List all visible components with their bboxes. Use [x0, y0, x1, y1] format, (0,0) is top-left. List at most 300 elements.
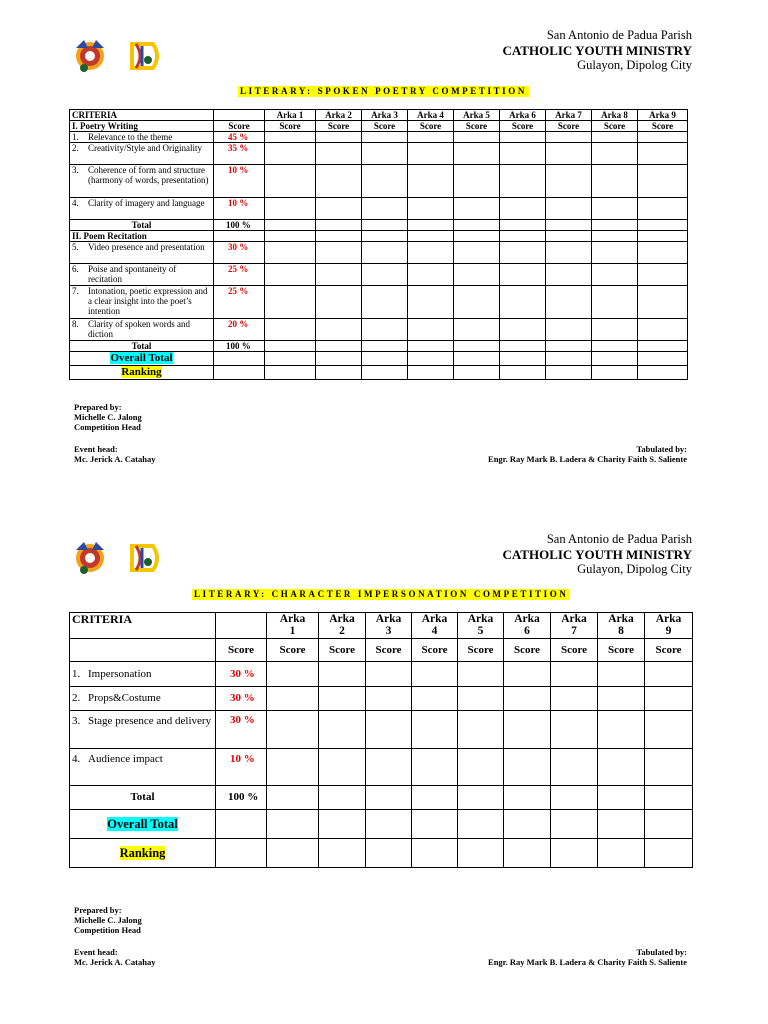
youth-ministry-logo-icon [130, 42, 159, 70]
prepared-by-block: Prepared by: Michelle C. Jalong Competition Head [74, 402, 142, 432]
criteria-header: CRITERIA [70, 110, 214, 121]
score-cell[interactable] [638, 319, 688, 341]
score-cell[interactable] [551, 687, 598, 711]
score-cell[interactable] [500, 242, 546, 264]
score-cell[interactable] [454, 264, 500, 286]
score-header: Score [366, 639, 412, 662]
score-cell[interactable] [592, 319, 638, 341]
score-cell[interactable] [500, 341, 546, 352]
score-cell[interactable] [316, 319, 362, 341]
table-row [70, 319, 688, 341]
score-header: Score [546, 121, 592, 132]
score-header: Score [214, 121, 265, 132]
score-cell[interactable] [500, 264, 546, 286]
tabulated-by-block: Tabulated by: Engr. Ray Mark B. Ladera & Charity Faith S. Saliente [488, 444, 687, 464]
score-cell[interactable] [454, 143, 500, 165]
parish-location: Gulayon, Dipolog City [577, 58, 692, 72]
event-head-name: Mc. Jerick A. Catahay [74, 454, 156, 464]
criterion-cell: 3. Stage presence and delivery [70, 711, 216, 749]
score-cell[interactable] [319, 711, 366, 749]
table-row [70, 286, 688, 319]
score-cell[interactable] [458, 749, 504, 786]
table-row [70, 662, 693, 687]
score-cell[interactable] [454, 198, 500, 220]
score-cell[interactable] [265, 352, 316, 366]
score-cell[interactable] [362, 165, 408, 198]
score-cell[interactable] [316, 165, 362, 198]
score-cell[interactable] [265, 143, 316, 165]
score-cell[interactable] [408, 198, 454, 220]
ministry-name: CATHOLIC YOUTH MINISTRY [502, 547, 692, 562]
score-header: Score [598, 639, 645, 662]
arka-header: Arka 8 [592, 110, 638, 121]
score-cell[interactable] [366, 839, 412, 868]
score-cell[interactable] [504, 810, 551, 839]
score-cell[interactable] [362, 264, 408, 286]
score-cell[interactable] [366, 749, 412, 786]
score-cell[interactable] [316, 132, 362, 143]
score-cell[interactable] [412, 810, 458, 839]
tabulated-by-names: Engr. Ray Mark B. Ladera & Charity Faith S. Saliente [488, 454, 687, 464]
score-cell[interactable] [638, 198, 688, 220]
score-cell[interactable] [598, 810, 645, 839]
score-cell[interactable] [366, 711, 412, 749]
section-row-poetry-writing [70, 121, 688, 132]
arka-header: Arka 6 [500, 110, 546, 121]
youth-ministry-logo-icon [130, 544, 159, 572]
score-cell[interactable] [546, 242, 592, 264]
arka-header: Arka 3 [362, 110, 408, 121]
score-cell[interactable] [362, 132, 408, 143]
criterion-cell: 7. Intonation, poetic expression and a clear insight into the poet’s intention [70, 286, 214, 319]
section-row-poem-recitation [70, 231, 688, 242]
score-cell[interactable] [500, 352, 546, 366]
event-head-name: Mc. Jerick A. Catahay [74, 957, 156, 967]
score-cell[interactable] [645, 749, 693, 786]
tabulated-by-names: Engr. Ray Mark B. Ladera & Charity Faith S. Saliente [488, 957, 687, 967]
score-cell[interactable] [551, 810, 598, 839]
score-cell[interactable] [412, 711, 458, 749]
score-cell[interactable] [645, 810, 693, 839]
criterion-cell: 4. Clarity of imagery and language [70, 198, 214, 220]
arka-header: Arka 9 [645, 613, 693, 639]
score-cell[interactable] [265, 366, 316, 380]
criterion-cell: 1. Relevance to the theme [70, 132, 214, 143]
score-cell[interactable] [592, 352, 638, 366]
score-cell[interactable] [551, 839, 598, 868]
score-cell[interactable] [408, 143, 454, 165]
score-cell[interactable] [592, 366, 638, 380]
score-header: Score [216, 639, 267, 662]
ranking-row [70, 366, 688, 380]
overall-total-label: Overall Total [107, 816, 178, 831]
score-cell[interactable] [267, 711, 319, 749]
score-header: Score [504, 639, 551, 662]
score-cell[interactable] [265, 319, 316, 341]
criterion-cell: 2. Creativity/Style and Originality [70, 143, 214, 165]
score-cell[interactable] [546, 264, 592, 286]
score-cell[interactable] [265, 264, 316, 286]
arka-header: Arka 5 [454, 110, 500, 121]
arka-header: Arka 5 [458, 613, 504, 639]
score-cell[interactable] [592, 220, 638, 231]
score-cell[interactable] [408, 341, 454, 352]
score-cell[interactable] [454, 220, 500, 231]
score-cell[interactable] [316, 341, 362, 352]
score-cell[interactable] [638, 220, 688, 231]
score-cell[interactable] [454, 286, 500, 319]
score-header: Score [454, 121, 500, 132]
score-header: Score [316, 121, 362, 132]
score-cell[interactable] [366, 810, 412, 839]
arka-header: Arka 7 [551, 613, 598, 639]
score-cell[interactable] [504, 687, 551, 711]
prepared-by-role: Competition Head [74, 422, 141, 432]
score-cell[interactable] [408, 319, 454, 341]
section-label: II. Poem Recitation [70, 231, 214, 242]
score-cell[interactable] [408, 220, 454, 231]
score-cell[interactable] [412, 749, 458, 786]
event-head-block: Event head: Mc. Jerick A. Catahay [74, 947, 156, 967]
score-cell[interactable] [454, 341, 500, 352]
score-cell[interactable] [546, 132, 592, 143]
score-cell[interactable] [500, 132, 546, 143]
score-cell[interactable] [638, 132, 688, 143]
parish-logo-icon [76, 542, 104, 574]
ranking-label: Ranking [121, 366, 162, 378]
score-cell[interactable] [408, 242, 454, 264]
arka-header: Arka 2 [319, 613, 366, 639]
overall-total-row [70, 352, 688, 366]
table-row [70, 143, 688, 165]
table-row [70, 165, 688, 198]
score-header: Score [458, 639, 504, 662]
parish-logo-icon [76, 40, 104, 72]
total-label: Total [70, 220, 214, 231]
score-header: Score [551, 639, 598, 662]
score-sheet-table [69, 109, 688, 380]
table-row [70, 711, 693, 749]
criterion-weight: 30 % [216, 711, 267, 749]
arka-header: Arka 3 [366, 613, 412, 639]
score-cell[interactable] [546, 220, 592, 231]
score-cell[interactable] [638, 242, 688, 264]
criterion-cell: 1. Impersonation [70, 662, 216, 687]
score-cell[interactable] [267, 786, 319, 810]
score-cell[interactable] [458, 662, 504, 687]
score-header: Score [592, 121, 638, 132]
criterion-weight: 10 % [214, 198, 265, 220]
parish-name: San Antonio de Padua Parish [546, 28, 692, 42]
score-cell[interactable] [500, 366, 546, 380]
score-cell[interactable] [366, 662, 412, 687]
score-cell[interactable] [412, 786, 458, 810]
score-cell[interactable] [267, 810, 319, 839]
total-row [70, 220, 688, 231]
criterion-cell: 2. Props&Costume [70, 687, 216, 711]
score-cell[interactable] [592, 341, 638, 352]
score-cell[interactable] [316, 242, 362, 264]
score-cell[interactable] [458, 810, 504, 839]
score-cell[interactable] [645, 687, 693, 711]
score-cell[interactable] [454, 132, 500, 143]
score-header: Score [267, 639, 319, 662]
score-cell[interactable] [458, 711, 504, 749]
score-cell[interactable] [454, 319, 500, 341]
arka-header: Arka 1 [265, 110, 316, 121]
score-cell[interactable] [546, 286, 592, 319]
criterion-cell: 5. Video presence and presentation [70, 242, 214, 264]
score-cell[interactable] [319, 662, 366, 687]
tabulated-by-block: Tabulated by: Engr. Ray Mark B. Ladera & Charity Faith S. Saliente [488, 947, 687, 967]
score-header: Score [319, 639, 366, 662]
score-cell[interactable] [592, 165, 638, 198]
table-row [70, 198, 688, 220]
score-cell[interactable] [408, 366, 454, 380]
score-cell[interactable] [598, 786, 645, 810]
score-cell[interactable] [458, 786, 504, 810]
score-cell[interactable] [362, 220, 408, 231]
parish-header [502, 28, 692, 73]
total-weight: 100 % [214, 341, 265, 352]
score-cell[interactable] [551, 711, 598, 749]
header-logos [72, 36, 172, 76]
table-row [70, 132, 688, 143]
overall-total-row [70, 810, 693, 839]
score-cell[interactable] [366, 786, 412, 810]
score-cell[interactable] [412, 839, 458, 868]
total-label: Total [70, 786, 216, 810]
score-cell[interactable] [267, 662, 319, 687]
score-cell[interactable] [458, 839, 504, 868]
score-cell[interactable] [504, 662, 551, 687]
arka-header: Arka 8 [598, 613, 645, 639]
score-cell[interactable] [500, 198, 546, 220]
score-cell[interactable] [454, 165, 500, 198]
score-cell[interactable] [454, 366, 500, 380]
table-row [70, 264, 688, 286]
table-header-row [70, 110, 688, 121]
score-cell[interactable] [500, 143, 546, 165]
score-cell[interactable] [551, 786, 598, 810]
score-cell[interactable] [265, 198, 316, 220]
score-cell[interactable] [645, 662, 693, 687]
criteria-header: CRITERIA [70, 613, 216, 639]
score-cell[interactable] [598, 839, 645, 868]
score-cell[interactable] [546, 319, 592, 341]
parish-header [502, 532, 692, 577]
header-logos [72, 538, 172, 578]
score-cell[interactable] [638, 352, 688, 366]
score-cell[interactable] [316, 286, 362, 319]
prepared-by-block: Prepared by: Michelle C. Jalong Competition Head [74, 905, 142, 935]
score-cell[interactable] [598, 687, 645, 711]
score-cell[interactable] [408, 286, 454, 319]
score-cell[interactable] [500, 286, 546, 319]
score-cell[interactable] [362, 143, 408, 165]
criterion-cell: 6. Poise and spontaneity of recitation [70, 264, 214, 286]
criterion-weight: 30 % [216, 662, 267, 687]
score-cell[interactable] [546, 366, 592, 380]
prepared-by-name: Michelle C. Jalong [74, 412, 142, 422]
score-cell[interactable] [265, 242, 316, 264]
prepared-by-name: Michelle C. Jalong [74, 915, 142, 925]
arka-header: Arka 4 [412, 613, 458, 639]
score-cell[interactable] [408, 165, 454, 198]
competition-title: LITERARY: CHARACTER IMPERSONATION COMPETITION [194, 589, 569, 599]
score-cell[interactable] [319, 839, 366, 868]
score-cell[interactable] [551, 662, 598, 687]
score-cell[interactable] [638, 366, 688, 380]
score-cell[interactable] [408, 132, 454, 143]
score-cell[interactable] [458, 687, 504, 711]
score-cell[interactable] [267, 839, 319, 868]
arka-header: Arka 2 [316, 110, 362, 121]
criterion-weight: 45 % [214, 132, 265, 143]
score-cell[interactable] [265, 165, 316, 198]
score-cell[interactable] [362, 341, 408, 352]
score-header: Score [638, 121, 688, 132]
score-cell[interactable] [592, 264, 638, 286]
score-cell[interactable] [319, 810, 366, 839]
overall-total-label: Overall Total [110, 352, 173, 364]
score-cell[interactable] [362, 198, 408, 220]
criterion-weight: 25 % [214, 286, 265, 319]
score-cell[interactable] [638, 165, 688, 198]
table-header-row [70, 613, 693, 639]
score-cell[interactable] [412, 687, 458, 711]
criterion-weight: 35 % [214, 143, 265, 165]
table-row [70, 687, 693, 711]
score-cell[interactable] [645, 786, 693, 810]
score-sheet-table [69, 612, 693, 868]
score-cell[interactable] [592, 286, 638, 319]
criterion-weight: 10 % [214, 165, 265, 198]
score-cell[interactable] [316, 366, 362, 380]
score-cell[interactable] [319, 749, 366, 786]
score-cell[interactable] [500, 165, 546, 198]
score-cell[interactable] [412, 662, 458, 687]
criterion-weight: 30 % [214, 242, 265, 264]
score-cell[interactable] [362, 366, 408, 380]
score-cell[interactable] [645, 711, 693, 749]
score-cell[interactable] [504, 786, 551, 810]
ministry-name: CATHOLIC YOUTH MINISTRY [502, 43, 692, 58]
score-cell[interactable] [504, 749, 551, 786]
score-header: Score [412, 639, 458, 662]
total-row [70, 786, 693, 810]
score-cell[interactable] [316, 264, 362, 286]
arka-header: Arka 6 [504, 613, 551, 639]
criterion-weight: 30 % [216, 687, 267, 711]
ranking-row [70, 839, 693, 868]
score-cell[interactable] [598, 662, 645, 687]
criterion-weight: 10 % [216, 749, 267, 786]
score-cell[interactable] [408, 264, 454, 286]
score-cell[interactable] [316, 220, 362, 231]
score-cell[interactable] [546, 198, 592, 220]
score-header: Score [362, 121, 408, 132]
score-cell[interactable] [500, 319, 546, 341]
score-cell[interactable] [638, 264, 688, 286]
total-row [70, 341, 688, 352]
score-header: Score [645, 639, 693, 662]
score-cell[interactable] [454, 352, 500, 366]
score-cell[interactable] [362, 242, 408, 264]
score-cell[interactable] [598, 749, 645, 786]
prepared-by-role: Competition Head [74, 925, 141, 935]
score-cell[interactable] [504, 711, 551, 749]
arka-header: Arka 1 [267, 613, 319, 639]
arka-header: Arka 4 [408, 110, 454, 121]
score-cell[interactable] [504, 839, 551, 868]
table-row [70, 749, 693, 786]
score-cell[interactable] [592, 198, 638, 220]
score-cell[interactable] [319, 687, 366, 711]
score-cell[interactable] [546, 165, 592, 198]
score-cell[interactable] [265, 286, 316, 319]
score-cell[interactable] [362, 352, 408, 366]
criterion-cell: 4. Audience impact [70, 749, 216, 786]
score-header: Score [265, 121, 316, 132]
score-cell[interactable] [408, 352, 454, 366]
ranking-label: Ranking [119, 845, 166, 860]
criterion-cell: 8. Clarity of spoken words and diction [70, 319, 214, 341]
score-cell[interactable] [638, 143, 688, 165]
total-weight: 100 % [216, 786, 267, 810]
score-header-row [70, 639, 693, 662]
score-cell[interactable] [267, 687, 319, 711]
score-cell[interactable] [598, 711, 645, 749]
score-cell[interactable] [265, 341, 316, 352]
score-cell[interactable] [638, 341, 688, 352]
score-cell[interactable] [500, 220, 546, 231]
total-weight: 100 % [214, 220, 265, 231]
score-cell[interactable] [319, 786, 366, 810]
score-cell[interactable] [546, 352, 592, 366]
score-cell[interactable] [366, 687, 412, 711]
score-cell[interactable] [362, 319, 408, 341]
score-cell[interactable] [592, 242, 638, 264]
score-cell[interactable] [592, 132, 638, 143]
score-cell[interactable] [645, 839, 693, 868]
score-header: Score [500, 121, 546, 132]
total-label: Total [70, 341, 214, 352]
table-row [70, 242, 688, 264]
score-cell[interactable] [316, 352, 362, 366]
score-cell[interactable] [316, 143, 362, 165]
score-cell[interactable] [546, 341, 592, 352]
score-cell[interactable] [362, 286, 408, 319]
parish-location: Gulayon, Dipolog City [577, 562, 692, 576]
parish-name: San Antonio de Padua Parish [546, 532, 692, 546]
score-cell[interactable] [454, 242, 500, 264]
score-cell[interactable] [316, 198, 362, 220]
score-cell[interactable] [638, 286, 688, 319]
criterion-cell: 3. Coherence of form and structure (harmony of words, presentation) [70, 165, 214, 198]
score-cell[interactable] [546, 143, 592, 165]
criterion-weight: 20 % [214, 319, 265, 341]
criterion-weight: 25 % [214, 264, 265, 286]
event-head-block: Event head: Mc. Jerick A. Catahay [74, 444, 156, 464]
score-cell[interactable] [267, 749, 319, 786]
competition-title: LITERARY: SPOKEN POETRY COMPETITION [240, 86, 527, 96]
score-cell[interactable] [592, 143, 638, 165]
score-cell[interactable] [551, 749, 598, 786]
score-cell[interactable] [265, 220, 316, 231]
score-cell[interactable] [265, 132, 316, 143]
section-label: I. Poetry Writing [70, 121, 214, 132]
